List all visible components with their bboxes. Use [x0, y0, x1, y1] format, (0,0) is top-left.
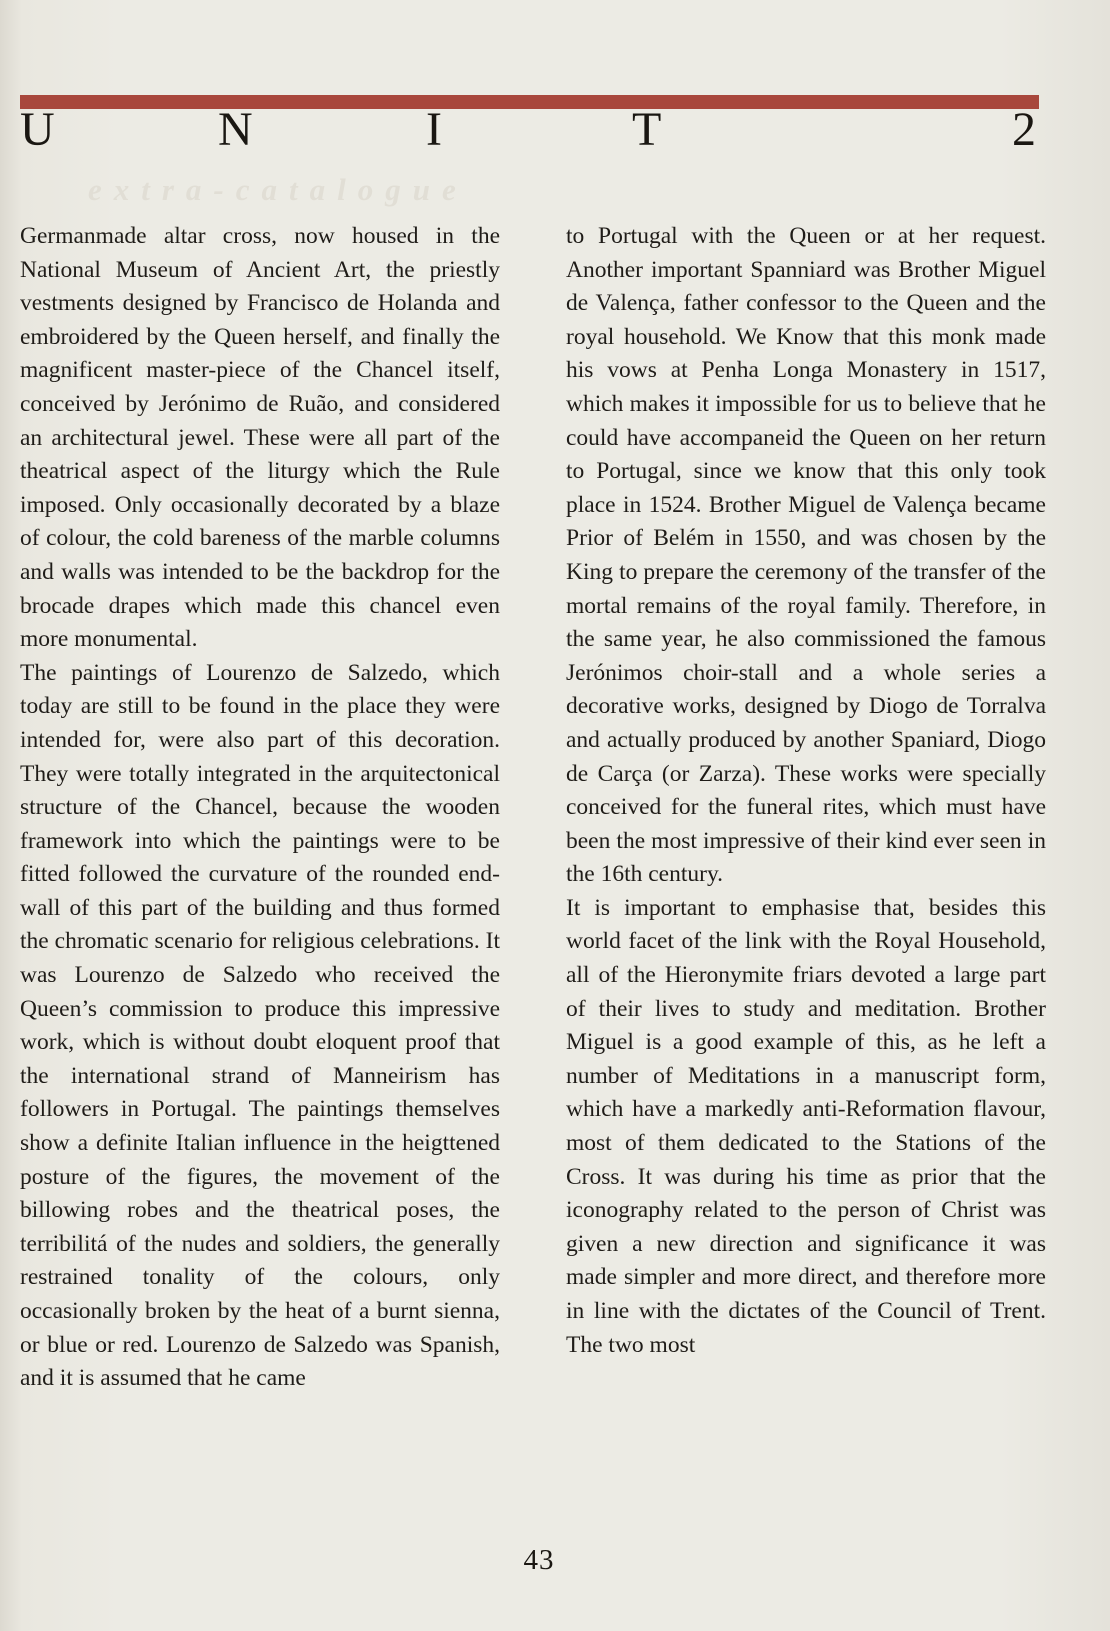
unit-letter-n: N	[218, 103, 253, 156]
page-number: 43	[523, 1544, 555, 1576]
unit-heading	[20, 104, 1039, 156]
unit-number: 2	[1012, 103, 1036, 156]
text-column-right	[566, 220, 1046, 1362]
unit-letter-i: I	[426, 103, 442, 156]
paragraph: to Portugal with the Queen or at her request. Another important Spanniard was Brother Miguel de Valença, father confessor to the Queen and the royal household. We Know that this monk made his vows at Penha Longa Monastery in 1517, which makes it impossible for us to believe that he could have accompaneid the Queen on her return to Portugal, since we know that this only took place in 1524. Brother Miguel de Valença became Prior of Belém in 1550, and was chosen by the King to prepare the ceremony of the transfer of the mortal remains of the royal family. Therefore, in the same year, he also commissioned the famous Jerónimos choir-stall and a whole series a decorative works, designed by Diogo de Torralva and actually produced by another Spaniard, Diogo de Carça (or Zarza). These works were specially conceived for the funeral rites, which must have been the most impressive of their kind ever seen in the 16th century.	[566, 223, 1046, 888]
paragraph: Germanmade altar cross, now housed in the National Museum of Ancient Art, the priestly vestments designed by Francisco de Holanda and embroidered by the Queen herself, and finally the magnificent master-piece of the Chancel itself, conceived by Jerónimo de Ruão, and considered an architectural jewel. These were all part of the theatrical aspect of the liturgy which the Rule imposed. Only occasionally decorated by a blaze of colour, the cold bareness of the marble columns and walls was intended to be the backdrop for the brocade drapes which made this chancel even more monumental.	[20, 223, 500, 653]
paragraph: The paintings of Lourenzo de Salzedo, which today are still to be found in the place they were intended for, were also part of this decoration. They were totally integrated in the arquitectonical structure of the Chancel, because the wooden framework into which the paintings were to be fitted followed the curvature of the rounded end-wall of this part of the building and thus formed the chromatic scenario for religious celebrations. It was Lourenzo de Salzedo who received the Queen’s commission to produce this impressive work, which is without doubt eloquent proof that the international strand of Manneirism has followers in Portugal. The paintings themselves show a definite Italian influence in the heigttened posture of the figures, the movement of the billowing robes and the theatrical poses, the terribilitá of the nudes and soldiers, the generally restrained tonality of the colours, only occasionally broken by the heat of a burnt sienna, or blue or red. Lourenzo de Salzedo was Spanish, and it is assumed that he came	[20, 659, 500, 1392]
section-subtitle: extra-catalogue	[88, 172, 468, 207]
paragraph: It is important to emphasise that, besides this world facet of the link with the Royal Household, all of the Hieronymite friars devoted a large part of their lives to study and meditation. Brother Miguel is a good example of this, as he left a number of Meditations in a manuscript form, which have a markedly anti-Reformation flavour, most of them dedicated to the Stations of the Cross. It was during his time as prior that the iconography related to the person of Christ was given a new direction and significance it was made simpler and more direct, and therefore more in line with the dictates of the Council of Trent. The two most	[566, 894, 1046, 1358]
unit-letter-u: U	[20, 103, 55, 156]
text-column-left	[20, 220, 500, 1396]
unit-letter-t: T	[632, 103, 662, 156]
